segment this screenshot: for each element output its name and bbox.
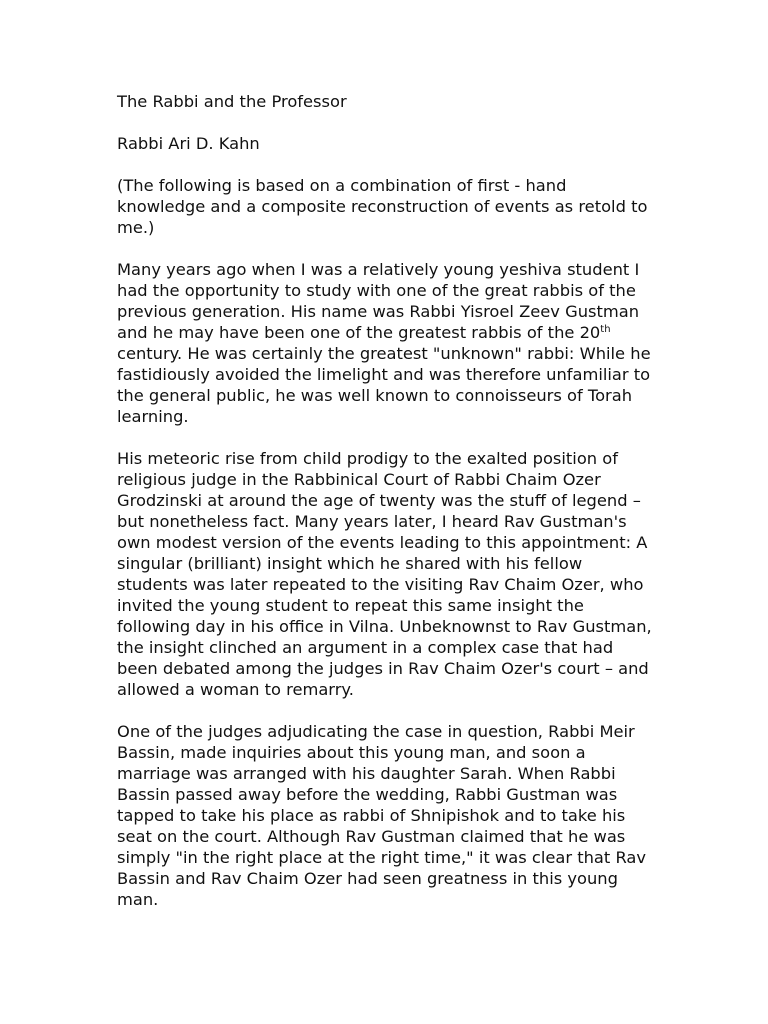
paragraph-2: His meteoric rise from child prodigy to the exalted position of religious judge in the Rabbinical Court of Rabbi Chaim Ozer Grodzinski at around the age of twenty was the stuff of legend – but nonetheless fact. Many years later, I heard Rav Gustman's own modest version of the events leading to this appointment: A singular (brilliant) insight which he shared with his fellow students was later repeated to the visiting Rav Chaim Ozer, who invited the young student to repeat this same insight the following day in his office in Vilna. Unbeknownst to Rav Gustman, the insight clinched an argument in a complex case that had been debated among the judges in Rav Chaim Ozer's court – and allowed a woman to remarry. [117, 449, 652, 699]
paragraph-1 [117, 259, 657, 427]
intro-note: (The following is based on a combination of first - hand knowledge and a composite reconstruction of events as retold to me.) [117, 176, 648, 237]
document-author: Rabbi Ari D. Kahn [117, 134, 260, 153]
document-title: The Rabbi and the Professor [117, 92, 347, 111]
ordinal-suffix: th [600, 324, 611, 335]
paragraph-3: One of the judges adjudicating the case in question, Rabbi Meir Bassin, made inquiries about this young man, and soon a marriage was arranged with his daughter Sarah. When Rabbi Bassin passed away before the wedding, Rabbi Gustman was tapped to take his place as rabbi of Shnipishok and to take his seat on the court. Although Rav Gustman claimed that he was simply "in the right place at the right time," it was clear that Rav Bassin and Rav Chaim Ozer had seen greatness in this young man. [117, 722, 647, 909]
document-page [117, 91, 657, 931]
paragraph-1-part-a: Many years ago when I was a relatively young yeshiva student I had the opportunity to study with one of the great rabbis of the previous generation. His name was Rabbi Yisroel Zeev Gustman and he may have been one of the greatest rabbis of the 20 [117, 260, 640, 342]
paragraph-1-part-b: century. He was certainly the greatest "unknown" rabbi: While he fastidiously avoided the limelight and was therefore unfamiliar to the general public, he was well known to connoisseurs of Torah learning. [117, 344, 651, 426]
